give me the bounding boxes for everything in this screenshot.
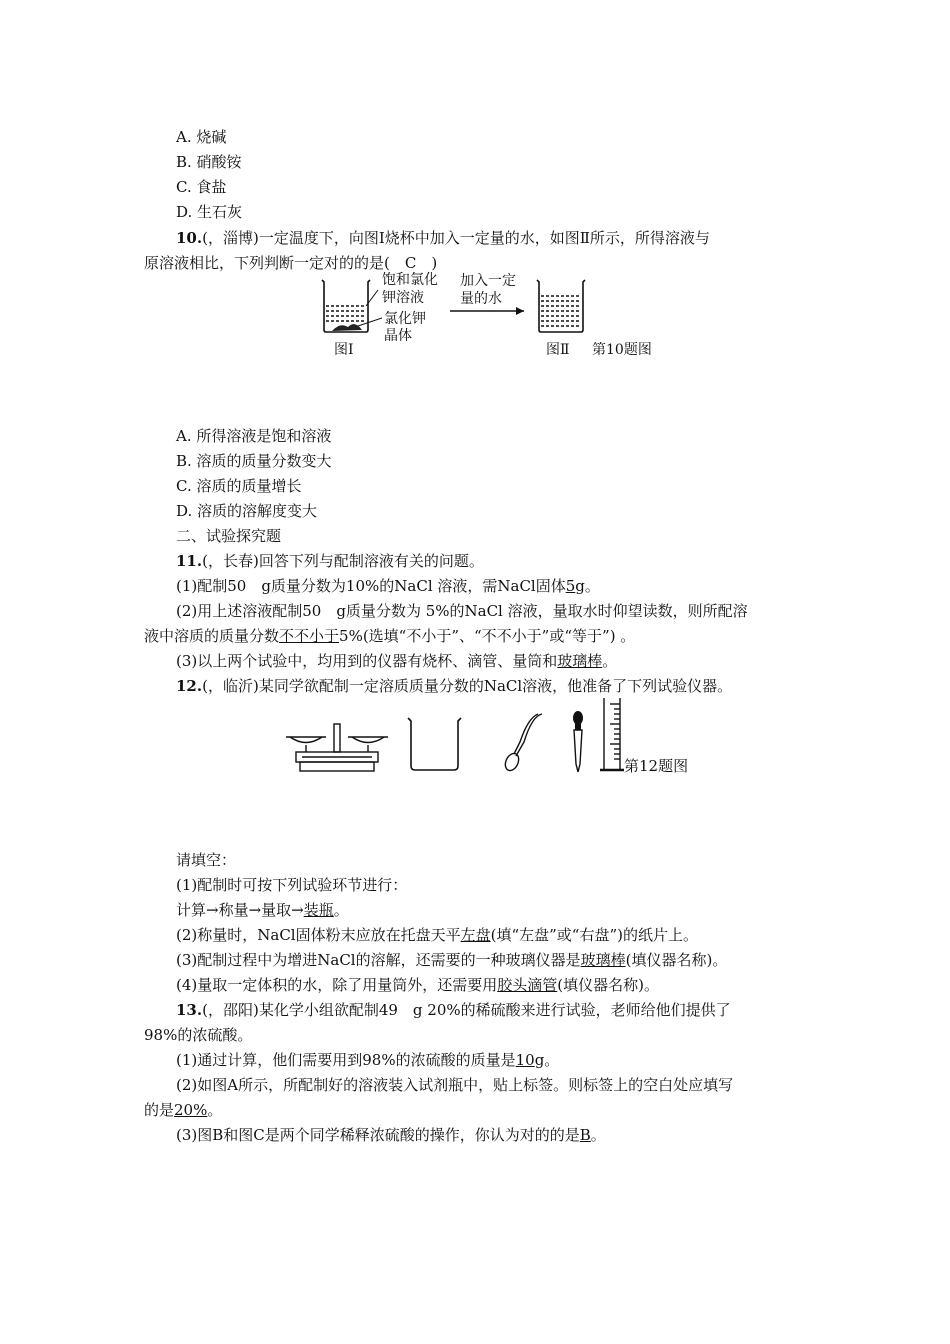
label-add-water-2: 量的水 (460, 291, 502, 307)
q10-option-d: D. 溶质的溶解度变大 (176, 502, 318, 520)
spoon-icon (503, 714, 542, 773)
q13-part2-line2 (144, 1100, 222, 1120)
q13-number: 13. (176, 1001, 203, 1019)
q12-part3 (176, 950, 727, 970)
q11-p3-tail: 。 (602, 652, 618, 670)
q12-steps-text: 计算→称量→量取→ (176, 901, 304, 919)
q12-p3-tail: (填仪器名称)。 (625, 951, 728, 969)
q9-option-b: B. 硝酸铵 (176, 153, 242, 171)
graduated-cylinder-icon (600, 698, 624, 770)
q13-p1-tail: g。 (534, 1051, 560, 1069)
q9-option-a: A. 烧碱 (176, 128, 227, 146)
q12-p2-text: (2)称量时，NaCl固体粉末应放在托盘天平 (176, 926, 461, 944)
q12-p2-tail: (填“左盘”或“右盘”)的纸片上。 (490, 926, 698, 944)
q11-p1-text: (1)配制50 g质量分数为10%的NaCl 溶液，需NaCl固体 (176, 577, 566, 595)
q10-number: 10. (176, 229, 203, 247)
q11-part2-line1: (2)用上述溶液配制50 g质量分数为 5%的NaCl 溶液，量取水时仰望读数，则所配溶 (176, 602, 748, 620)
fig12-title: 第12题图 (624, 757, 689, 775)
q12-text: (，临沂)某同学欲配制一定溶质质量分数的NaCl溶液，他准备了下列试验仪器。 (202, 677, 733, 695)
q10-option-b: B. 溶质的质量分数变大 (176, 452, 332, 470)
dropper-icon (573, 711, 583, 772)
q9-option-d: D. 生石灰 (176, 203, 243, 221)
q11-p2-tail: 5%(选填“不小于”、“不不小于”或“等于”) 。 (339, 627, 636, 645)
q13-p2-tail: 。 (207, 1101, 223, 1119)
q12-part1: (1)配制时可按下列试验环节进行： (176, 876, 408, 894)
q13-p1-answer: 10 (515, 1051, 535, 1069)
q10-option-a: A. 所得溶液是饱和溶液 (176, 427, 332, 445)
q13-text: (，邵阳)某化学小组欲配制49 g 20%的稀硫酸来进行试验，老师给他们提供了 (202, 1001, 731, 1019)
q12-p4-text: (4)量取一定体积的水，除了用量筒外，还需要用 (176, 976, 498, 994)
label-saturated-2: 钾溶液 (382, 290, 424, 306)
q10-stem-line2: 原溶液相比，下列判断一定对的的是( C ) (144, 254, 438, 272)
q10-option-c: C. 溶质的质量增长 (176, 477, 302, 495)
q13-part3 (176, 1125, 606, 1145)
q11-p3-answer: 玻璃棒 (557, 652, 603, 670)
q10-text: (，淄博)一定温度下，向图Ⅰ烧杯中加入一定量的水，如图Ⅱ所示，所得溶液与 (202, 229, 710, 247)
q12-p4-tail: (填仪器名称)。 (557, 976, 659, 994)
beaker-icon (408, 718, 461, 770)
q12-p4-answer: 胶头滴管 (497, 976, 558, 994)
q11-p1-tail: g。 (575, 577, 600, 595)
q11-text: (，长春)回答下列与配制溶液有关的问题。 (202, 552, 484, 570)
q12-p3-answer: 玻璃棒 (580, 951, 626, 969)
fig1-caption: 图Ⅰ (334, 342, 354, 358)
q12-number: 12. (176, 677, 203, 695)
q9-option-c: C. 食盐 (176, 178, 227, 196)
q13-p2-answer: 20% (174, 1101, 208, 1119)
q13-p1-text: (1)通过计算，他们需要用到98%的浓硫酸的质量是 (176, 1051, 516, 1069)
q11-number: 11. (176, 552, 203, 570)
q12-p3-text: (3)配制过程中为增进NaCl的溶解，还需要的一种玻璃仪器是 (176, 951, 581, 969)
balance-icon (286, 724, 388, 771)
label-saturated-1: 饱和氯化 (382, 272, 438, 288)
q12-part2 (176, 925, 698, 945)
q13-part2-line1: (2)如图A所示，所配制好的溶液装入试剂瓶中，贴上标签。则标签上的空白处应填写 (176, 1076, 734, 1094)
q13-stem-line1 (176, 1000, 731, 1020)
label-crystal-2: 晶体 (384, 328, 412, 344)
q11-p2-answer: 不不小于 (279, 627, 340, 645)
q13-part1 (176, 1050, 559, 1070)
label-add-water-1: 加入一定 (460, 273, 516, 289)
q13-stem-line2: 98%的浓硫酸。 (144, 1026, 253, 1044)
q12-fill-in: 请填空： (176, 851, 237, 869)
q12-part1-steps (176, 900, 349, 920)
q13-p3-text: (3)图B和图C是两个同学稀释浓硫酸的操作，你认为对的的是 (176, 1126, 580, 1144)
q12-part4 (176, 975, 659, 995)
q12-p2-answer: 左盘 (460, 926, 491, 944)
fig10-title: 第10题图 (592, 342, 652, 358)
q11-p3-text: (3)以上两个试验中，均用到的仪器有烧杯、滴管、量筒和 (176, 652, 558, 670)
q11-p2-text: 液中溶质的质量分数 (144, 627, 280, 645)
q11-p1-answer: 5 (565, 577, 576, 595)
label-crystal-1: 氯化钾 (384, 311, 426, 327)
q12-p1-answer: 装瓶 (303, 901, 334, 919)
q12-p1-tail: 。 (333, 901, 349, 919)
q13-p3-answer: B (579, 1126, 591, 1144)
fig2-caption: 图Ⅱ (546, 342, 570, 358)
section-heading: 二、试验探究题 (176, 527, 282, 545)
q13-p3-tail: 。 (590, 1126, 606, 1144)
q13-p2-text: 的是 (144, 1101, 175, 1119)
